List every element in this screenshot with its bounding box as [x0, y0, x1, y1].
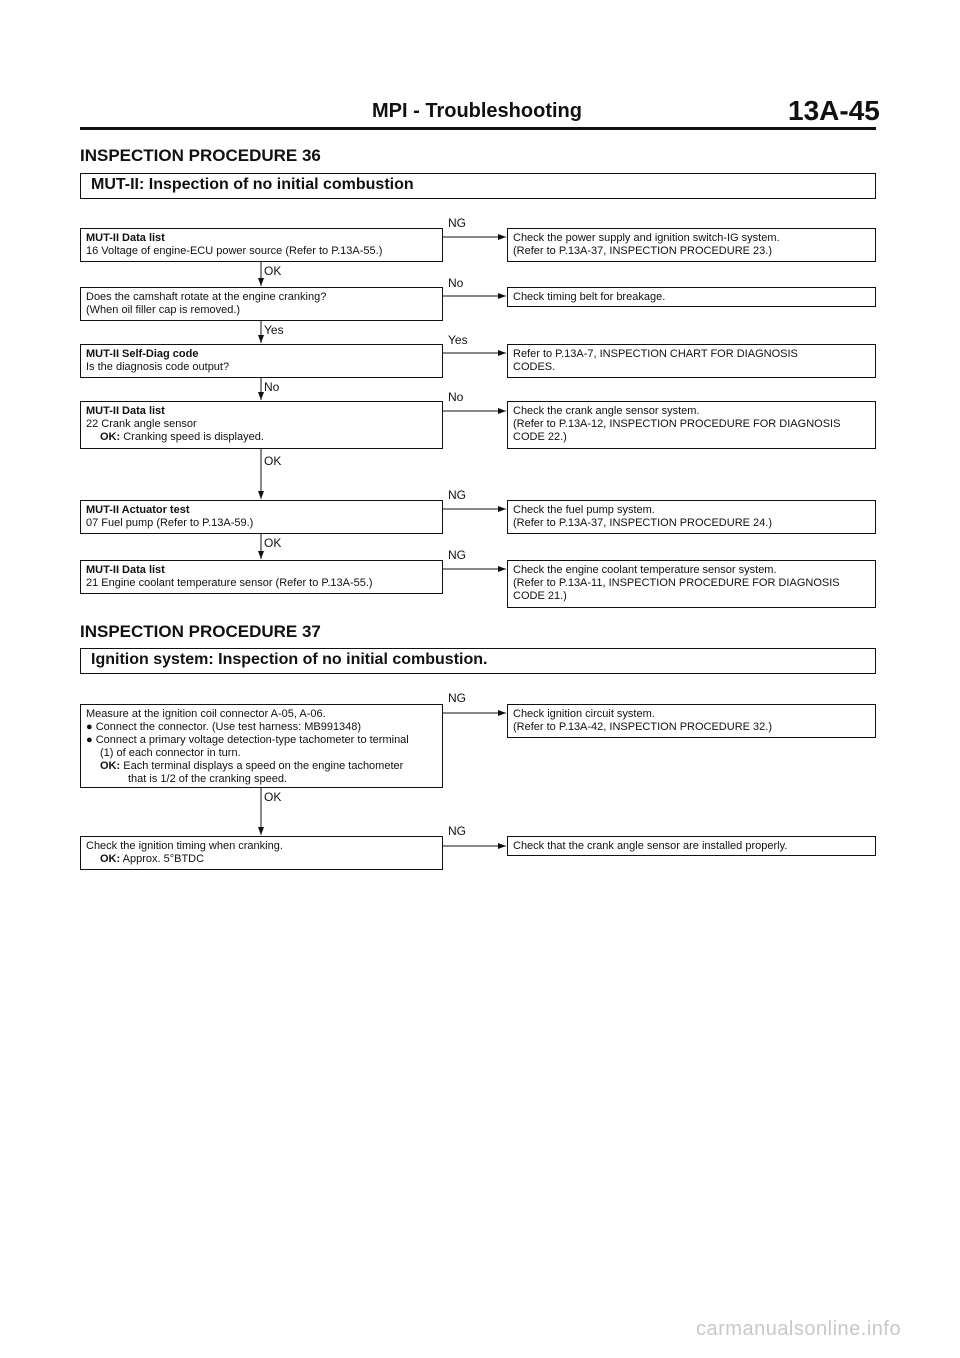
proc37-title: INSPECTION PROCEDURE 37: [80, 622, 321, 641]
proc37-banner: Ignition system: Inspection of no initial combustion.: [80, 648, 876, 674]
proc36-result-1: Check the power supply and ignition switch-IG system. (Refer to P.13A-37, INSPECTION PROCEDURE 23.): [507, 228, 876, 262]
proc36-result-4: Check the crank angle sensor system. (Refer to P.13A-12, INSPECTION PROCEDURE FOR DIAGNOSIS CODE 22.): [507, 401, 876, 449]
bullet-item: ● Connect a primary voltage detection-type tachometer to terminal: [86, 734, 409, 746]
proc36-title: INSPECTION PROCEDURE 36: [80, 146, 321, 165]
proc37-result-1: Check ignition circuit system. (Refer to P.13A-42, INSPECTION PROCEDURE 32.): [507, 704, 876, 738]
step-text: 07 Fuel pump (Refer to P.13A-59.): [86, 517, 254, 529]
step-heading: MUT-II Data list: [86, 405, 165, 417]
proc37-step-1: Measure at the ignition coil connector A-05, A-06. ● Connect the connector. (Use test harness: MB991348) ● Connect a primary voltage detection-type tachometer to terminal (1) of each connector in turn. OK: Each terminal displays a speed on the engine tachometer that is 1/2 of the cranking speed.: [80, 704, 443, 788]
down-label: No: [264, 380, 280, 394]
header-title: MPI - Troubleshooting: [372, 100, 582, 122]
proc36-result-3: Refer to P.13A-7, INSPECTION CHART FOR DIAGNOSIS CODES.: [507, 344, 876, 378]
step-text: Is the diagnosis code output?: [86, 361, 230, 373]
down-label: Yes: [264, 323, 284, 337]
step-text: 22 Crank angle sensor: [86, 418, 197, 430]
down-label: OK: [264, 264, 282, 278]
branch-label: NG: [448, 824, 466, 838]
proc36-banner: MUT-II: Inspection of no initial combustion: [80, 173, 876, 199]
branch-label: NG: [448, 216, 466, 230]
step-heading: MUT-II Actuator test: [86, 504, 190, 516]
proc36-result-2: Check timing belt for breakage.: [507, 287, 876, 307]
proc37-step-2: Check the ignition timing when cranking. OK: Approx. 5°BTDC: [80, 836, 443, 870]
step-text: (When oil filler cap is removed.): [86, 304, 241, 316]
branch-label: Yes: [448, 333, 468, 347]
step-text: 16 Voltage of engine-ECU power source (Refer to P.13A-55.): [86, 245, 383, 257]
branch-label: NG: [448, 691, 466, 705]
proc36-result-6: Check the engine coolant temperature sensor system. (Refer to P.13A-11, INSPECTION PROCEDURE FOR DIAGNOSIS CODE 21.): [507, 560, 876, 608]
branch-label: NG: [448, 488, 466, 502]
step-heading: MUT-II Self-Diag code: [86, 348, 199, 360]
proc36-result-5: Check the fuel pump system. (Refer to P.13A-37, INSPECTION PROCEDURE 24.): [507, 500, 876, 534]
step-text: 21 Engine coolant temperature sensor (Refer to P.13A-55.): [86, 577, 373, 589]
branch-label: NG: [448, 548, 466, 562]
down-label: OK: [264, 454, 282, 468]
down-label: OK: [264, 790, 282, 804]
down-label: OK: [264, 536, 282, 550]
footer-watermark: carmanualsonline.info: [696, 1318, 902, 1340]
bullet-item: ● Connect the connector. (Use test harness: MB991348): [86, 721, 362, 733]
step-heading: MUT-II Data list: [86, 564, 165, 576]
step-heading: MUT-II Data list: [86, 232, 165, 244]
branch-label: No: [448, 276, 464, 290]
branch-label: No: [448, 390, 464, 404]
page-number: 13A-45: [788, 95, 880, 126]
step-ok: OK: Cranking speed is displayed.: [100, 431, 264, 443]
proc37-result-2: Check that the crank angle sensor are installed properly.: [507, 836, 876, 856]
step-text: Does the camshaft rotate at the engine cranking?: [86, 291, 327, 303]
